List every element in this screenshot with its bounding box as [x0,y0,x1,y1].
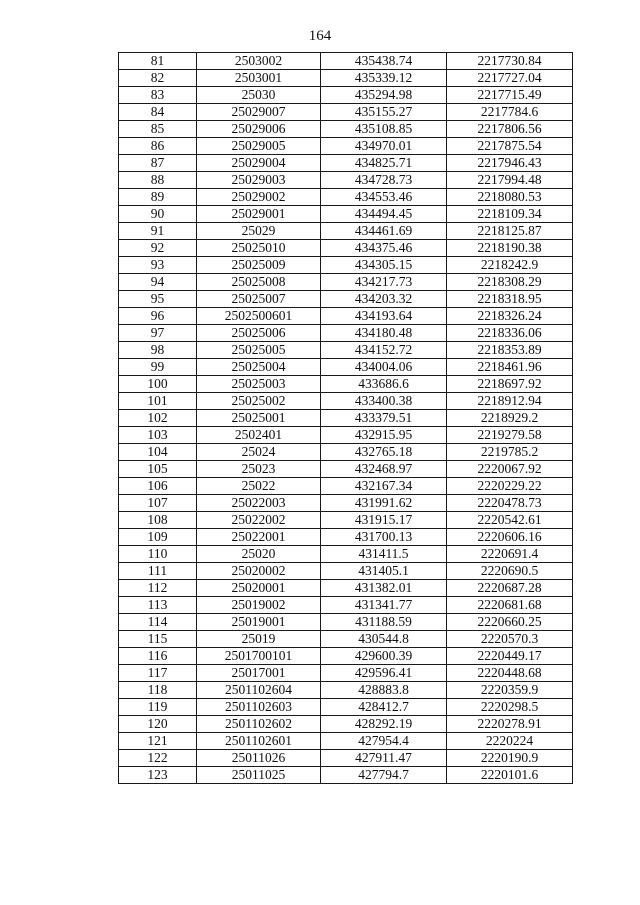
point-id-cell: 25019001 [197,614,321,631]
point-id-cell: 25025004 [197,359,321,376]
y-coordinate-cell: 2217806.56 [447,121,573,138]
row-index-cell: 115 [119,631,197,648]
point-id-cell: 25029001 [197,206,321,223]
y-coordinate-cell: 2217994.48 [447,172,573,189]
row-index-cell: 93 [119,257,197,274]
y-coordinate-cell: 2218080.53 [447,189,573,206]
row-index-cell: 121 [119,733,197,750]
table-row [119,274,573,291]
table-row [119,716,573,733]
x-coordinate-cell: 434494.45 [321,206,447,223]
row-index-cell: 106 [119,478,197,495]
x-coordinate-cell: 431915.17 [321,512,447,529]
table-row [119,733,573,750]
table-row [119,631,573,648]
point-id-cell: 25020002 [197,563,321,580]
x-coordinate-cell: 434203.32 [321,291,447,308]
table-row [119,512,573,529]
x-coordinate-cell: 433686.6 [321,376,447,393]
x-coordinate-cell: 427911.47 [321,750,447,767]
y-coordinate-cell: 2218242.9 [447,257,573,274]
point-id-cell: 25029007 [197,104,321,121]
y-coordinate-cell: 2217730.84 [447,53,573,70]
row-index-cell: 111 [119,563,197,580]
row-index-cell: 116 [119,648,197,665]
table-row [119,750,573,767]
table-row [119,614,573,631]
row-index-cell: 105 [119,461,197,478]
y-coordinate-cell: 2220478.73 [447,495,573,512]
point-id-cell: 25025001 [197,410,321,427]
x-coordinate-cell: 434728.73 [321,172,447,189]
table-row [119,665,573,682]
table-row [119,53,573,70]
x-coordinate-cell: 435108.85 [321,121,447,138]
y-coordinate-cell: 2220542.61 [447,512,573,529]
table-row [119,529,573,546]
x-coordinate-cell: 429600.39 [321,648,447,665]
x-coordinate-cell: 431405.1 [321,563,447,580]
point-id-cell: 2503002 [197,53,321,70]
y-coordinate-cell: 2218461.96 [447,359,573,376]
x-coordinate-cell: 434553.46 [321,189,447,206]
table-row [119,393,573,410]
point-id-cell: 25025009 [197,257,321,274]
point-id-cell: 25024 [197,444,321,461]
row-index-cell: 118 [119,682,197,699]
point-id-cell: 25029003 [197,172,321,189]
x-coordinate-cell: 434152.72 [321,342,447,359]
table-row [119,70,573,87]
row-index-cell: 92 [119,240,197,257]
row-index-cell: 120 [119,716,197,733]
point-id-cell: 2501700101 [197,648,321,665]
point-id-cell: 25023 [197,461,321,478]
x-coordinate-cell: 428883.8 [321,682,447,699]
x-coordinate-cell: 434375.46 [321,240,447,257]
point-id-cell: 25019002 [197,597,321,614]
table-row [119,546,573,563]
row-index-cell: 101 [119,393,197,410]
y-coordinate-cell: 2220691.4 [447,546,573,563]
y-coordinate-cell: 2218326.24 [447,308,573,325]
table-row [119,325,573,342]
table-row [119,580,573,597]
row-index-cell: 104 [119,444,197,461]
row-index-cell: 99 [119,359,197,376]
x-coordinate-cell: 427794.7 [321,767,447,784]
y-coordinate-cell: 2218190.38 [447,240,573,257]
point-id-cell: 25029006 [197,121,321,138]
point-id-cell: 25029005 [197,138,321,155]
point-id-cell: 25025010 [197,240,321,257]
table-row [119,342,573,359]
table-row [119,291,573,308]
x-coordinate-cell: 433400.38 [321,393,447,410]
table-row [119,767,573,784]
table-row [119,495,573,512]
point-id-cell: 2501102602 [197,716,321,733]
row-index-cell: 109 [119,529,197,546]
y-coordinate-cell: 2220681.68 [447,597,573,614]
point-id-cell: 25022 [197,478,321,495]
x-coordinate-cell: 434193.64 [321,308,447,325]
x-coordinate-cell: 429596.41 [321,665,447,682]
x-coordinate-cell: 430544.8 [321,631,447,648]
table-row [119,427,573,444]
y-coordinate-cell: 2218318.95 [447,291,573,308]
coordinates-table [118,52,573,784]
table-row [119,155,573,172]
x-coordinate-cell: 433379.51 [321,410,447,427]
point-id-cell: 25025007 [197,291,321,308]
x-coordinate-cell: 432167.34 [321,478,447,495]
x-coordinate-cell: 435155.27 [321,104,447,121]
y-coordinate-cell: 2219785.2 [447,444,573,461]
y-coordinate-cell: 2220660.25 [447,614,573,631]
y-coordinate-cell: 2218697.92 [447,376,573,393]
point-id-cell: 25025005 [197,342,321,359]
row-index-cell: 87 [119,155,197,172]
point-id-cell: 2502401 [197,427,321,444]
y-coordinate-cell: 2220359.9 [447,682,573,699]
row-index-cell: 85 [119,121,197,138]
point-id-cell: 25029004 [197,155,321,172]
point-id-cell: 25025002 [197,393,321,410]
row-index-cell: 117 [119,665,197,682]
row-index-cell: 102 [119,410,197,427]
row-index-cell: 91 [119,223,197,240]
point-id-cell: 2501102601 [197,733,321,750]
y-coordinate-cell: 2220067.92 [447,461,573,478]
y-coordinate-cell: 2220101.6 [447,767,573,784]
point-id-cell: 25025006 [197,325,321,342]
x-coordinate-cell: 434305.15 [321,257,447,274]
table-row [119,410,573,427]
y-coordinate-cell: 2218109.34 [447,206,573,223]
row-index-cell: 107 [119,495,197,512]
x-coordinate-cell: 428292.19 [321,716,447,733]
point-id-cell: 25029002 [197,189,321,206]
y-coordinate-cell: 2218353.89 [447,342,573,359]
y-coordinate-cell: 2220570.3 [447,631,573,648]
x-coordinate-cell: 434004.06 [321,359,447,376]
row-index-cell: 123 [119,767,197,784]
point-id-cell: 2502500601 [197,308,321,325]
y-coordinate-cell: 2220690.5 [447,563,573,580]
x-coordinate-cell: 435339.12 [321,70,447,87]
x-coordinate-cell: 432468.97 [321,461,447,478]
row-index-cell: 119 [119,699,197,716]
point-id-cell: 25025003 [197,376,321,393]
point-id-cell: 2501102604 [197,682,321,699]
row-index-cell: 112 [119,580,197,597]
y-coordinate-cell: 2220278.91 [447,716,573,733]
page-number: 164 [308,28,332,44]
table-row [119,699,573,716]
table-row [119,138,573,155]
table-row [119,308,573,325]
x-coordinate-cell: 431188.59 [321,614,447,631]
y-coordinate-cell: 2218336.06 [447,325,573,342]
row-index-cell: 81 [119,53,197,70]
table-row [119,461,573,478]
x-coordinate-cell: 431382.01 [321,580,447,597]
table-row [119,172,573,189]
y-coordinate-cell: 2219279.58 [447,427,573,444]
y-coordinate-cell: 2220190.9 [447,750,573,767]
row-index-cell: 84 [119,104,197,121]
point-id-cell: 25011025 [197,767,321,784]
y-coordinate-cell: 2217946.43 [447,155,573,172]
row-index-cell: 82 [119,70,197,87]
y-coordinate-cell: 2220229.22 [447,478,573,495]
coordinates-table-body [119,53,573,784]
table-row [119,376,573,393]
table-row [119,87,573,104]
table-row [119,648,573,665]
x-coordinate-cell: 432765.18 [321,444,447,461]
row-index-cell: 103 [119,427,197,444]
y-coordinate-cell: 2220448.68 [447,665,573,682]
x-coordinate-cell: 435294.98 [321,87,447,104]
point-id-cell: 25011026 [197,750,321,767]
point-id-cell: 25020 [197,546,321,563]
table-row [119,189,573,206]
x-coordinate-cell: 431991.62 [321,495,447,512]
x-coordinate-cell: 428412.7 [321,699,447,716]
table-row [119,444,573,461]
row-index-cell: 86 [119,138,197,155]
y-coordinate-cell: 2220687.28 [447,580,573,597]
row-index-cell: 98 [119,342,197,359]
table-row [119,359,573,376]
row-index-cell: 88 [119,172,197,189]
row-index-cell: 110 [119,546,197,563]
point-id-cell: 25022003 [197,495,321,512]
y-coordinate-cell: 2220224 [447,733,573,750]
point-id-cell: 25030 [197,87,321,104]
x-coordinate-cell: 431700.13 [321,529,447,546]
x-coordinate-cell: 431341.77 [321,597,447,614]
row-index-cell: 90 [119,206,197,223]
table-row [119,682,573,699]
table-row [119,223,573,240]
point-id-cell: 25020001 [197,580,321,597]
point-id-cell: 25017001 [197,665,321,682]
row-index-cell: 96 [119,308,197,325]
x-coordinate-cell: 434970.01 [321,138,447,155]
x-coordinate-cell: 427954.4 [321,733,447,750]
point-id-cell: 25025008 [197,274,321,291]
table-row [119,257,573,274]
x-coordinate-cell: 435438.74 [321,53,447,70]
point-id-cell: 25019 [197,631,321,648]
y-coordinate-cell: 2218929.2 [447,410,573,427]
x-coordinate-cell: 434217.73 [321,274,447,291]
row-index-cell: 89 [119,189,197,206]
y-coordinate-cell: 2217727.04 [447,70,573,87]
row-index-cell: 114 [119,614,197,631]
y-coordinate-cell: 2217715.49 [447,87,573,104]
table-row [119,478,573,495]
x-coordinate-cell: 434180.48 [321,325,447,342]
y-coordinate-cell: 2217784.6 [447,104,573,121]
x-coordinate-cell: 434461.69 [321,223,447,240]
table-row [119,240,573,257]
table-row [119,597,573,614]
y-coordinate-cell: 2220449.17 [447,648,573,665]
row-index-cell: 95 [119,291,197,308]
y-coordinate-cell: 2218912.94 [447,393,573,410]
y-coordinate-cell: 2217875.54 [447,138,573,155]
x-coordinate-cell: 432915.95 [321,427,447,444]
x-coordinate-cell: 431411.5 [321,546,447,563]
table-row [119,121,573,138]
y-coordinate-cell: 2220298.5 [447,699,573,716]
row-index-cell: 94 [119,274,197,291]
y-coordinate-cell: 2218308.29 [447,274,573,291]
row-index-cell: 83 [119,87,197,104]
row-index-cell: 113 [119,597,197,614]
y-coordinate-cell: 2220606.16 [447,529,573,546]
point-id-cell: 2501102603 [197,699,321,716]
point-id-cell: 25029 [197,223,321,240]
x-coordinate-cell: 434825.71 [321,155,447,172]
row-index-cell: 122 [119,750,197,767]
point-id-cell: 2503001 [197,70,321,87]
row-index-cell: 97 [119,325,197,342]
row-index-cell: 108 [119,512,197,529]
table-row [119,563,573,580]
y-coordinate-cell: 2218125.87 [447,223,573,240]
table-row [119,104,573,121]
row-index-cell: 100 [119,376,197,393]
point-id-cell: 25022002 [197,512,321,529]
table-row [119,206,573,223]
point-id-cell: 25022001 [197,529,321,546]
